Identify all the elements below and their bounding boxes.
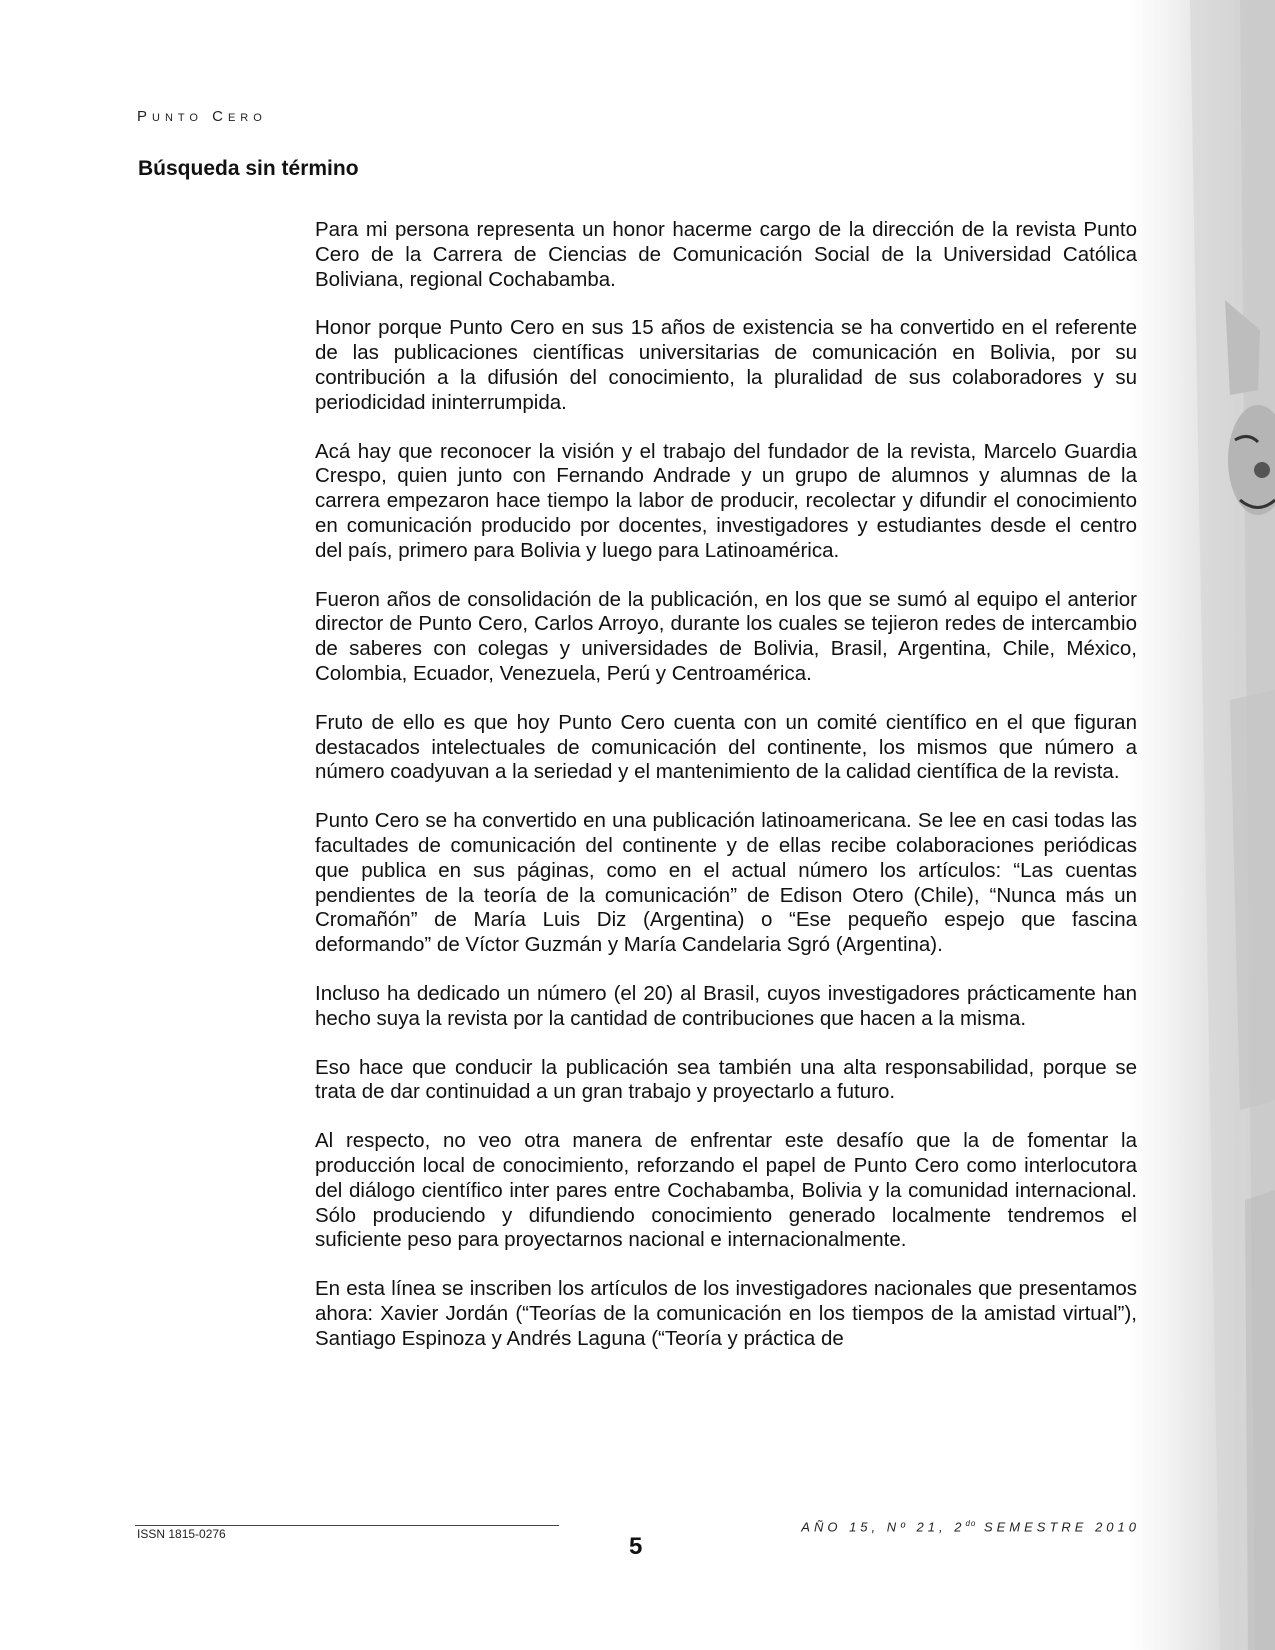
issue-suffix: SEMESTRE 2010 bbox=[976, 1519, 1140, 1535]
issn-label: ISSN 1815-0276 bbox=[137, 1527, 226, 1541]
paragraph-5: Fruto de ello es que hoy Punto Cero cuenta con un comité científico en el que figuran destacados intelectuales de comunicación del continente, los mismos que número a número coadyuvan a la seriedad y el mantenimiento de la calidad científica de la revista. bbox=[315, 710, 1137, 784]
paragraph-7: Incluso ha dedicado un número (el 20) al Brasil, cuyos investigadores prácticamente han hecho suya la revista por la cantidad de contribuciones que hacen a la misma. bbox=[315, 981, 1137, 1030]
paragraph-1: Para mi persona representa un honor hacerme cargo de la dirección de la revista Punto Cero de la Carrera de Ciencias de Comunicación Social de la Universidad Católica Boliviana, regional Cochabamba. bbox=[315, 218, 1137, 291]
article-body bbox=[315, 218, 1137, 1375]
paragraph-9: Al respecto, no veo otra manera de enfrentar este desafío que la de fomentar la producción local de conocimiento, reforzando el papel de Punto Cero como interlocutora del diálogo científico inter pares entre Cochabamba, Bolivia y la comunidad internacional. Sólo produciendo y difundiendo conocimiento generado localmente tendremos el suficiente peso para proyectarnos nacional e internacionalmente. bbox=[315, 1129, 1137, 1252]
paragraph-8: Eso hace que conducir la publicación sea también una alta responsabilidad, porque se trata de dar continuidad a un gran trabajo y proyectarlo a futuro. bbox=[315, 1055, 1137, 1104]
paragraph-2: Honor porque Punto Cero en sus 15 años de existencia se ha convertido en el referente de las publicaciones científicas universitarias de comunicación en Bolivia, por su contribución a la difusión del conocimiento, la pluralidad de sus colaboradores y su periodicidad ininterrumpida. bbox=[315, 316, 1137, 414]
decorative-side-illustration bbox=[1130, 0, 1275, 1650]
page-number: 5 bbox=[629, 1533, 643, 1560]
issue-info bbox=[801, 1519, 1140, 1534]
article-title: Búsqueda sin término bbox=[138, 157, 359, 180]
paragraph-4: Fueron años de consolidación de la publicación, en los que se sumó al equipo el anterior director de Punto Cero, Carlos Arroyo, durante los cuales se tejieron redes de intercambio de saberes con colegas y universidades de Bolivia, Brasil, Argentina, Chile, México, Colombia, Ecuador, Venezuela, Perú y Centroamérica. bbox=[315, 587, 1137, 685]
paragraph-10: En esta línea se inscriben los artículos de los investigadores nacionales que presentamos ahora: Xavier Jordán (“Teorías de la comunicación en los tiempos de la amistad virtual”), Santiago Espinoza y Andrés Laguna (“Teoría y práctica de bbox=[315, 1277, 1137, 1350]
theatre-mask-illustration bbox=[1130, 0, 1275, 1650]
mask-nose-shape bbox=[1254, 462, 1270, 478]
paragraph-3: Acá hay que reconocer la visión y el trabajo del fundador de la revista, Marcelo Guardia Crespo, quien junto con Fernando Andrade y un grupo de alumnos y alumnas de la carrera empezaron hace tiempo la labor de producir, recolectar y difundir el conocimiento en comunicación producido por docentes, investigadores y estudiantes desde el centro del país, primero para Bolivia y luego para Latinoamérica. bbox=[315, 439, 1137, 562]
issue-prefix: AÑO 15, Nº 21, 2 bbox=[801, 1519, 966, 1535]
paragraph-6: Punto Cero se ha convertido en una publicación latinoamericana. Se lee en casi todas las facultades de comunicación del continente y de ellas recibe colaboraciones periódicas que publica en sus páginas, como en el actual número los artículos: “Las cuentas pendientes de la teoría de la comunicación” de Edison Otero (Chile), “Nunca más un Cromañón” de María Luis Diz (Argentina) o “Ese pequeño espejo que fascina deformando” de Víctor Guzmán y María Candelaria Sgró (Argentina). bbox=[315, 809, 1137, 957]
issue-ordinal: do bbox=[965, 1519, 977, 1528]
running-head: Punto Cero bbox=[137, 108, 267, 125]
footer-divider bbox=[135, 1525, 559, 1526]
